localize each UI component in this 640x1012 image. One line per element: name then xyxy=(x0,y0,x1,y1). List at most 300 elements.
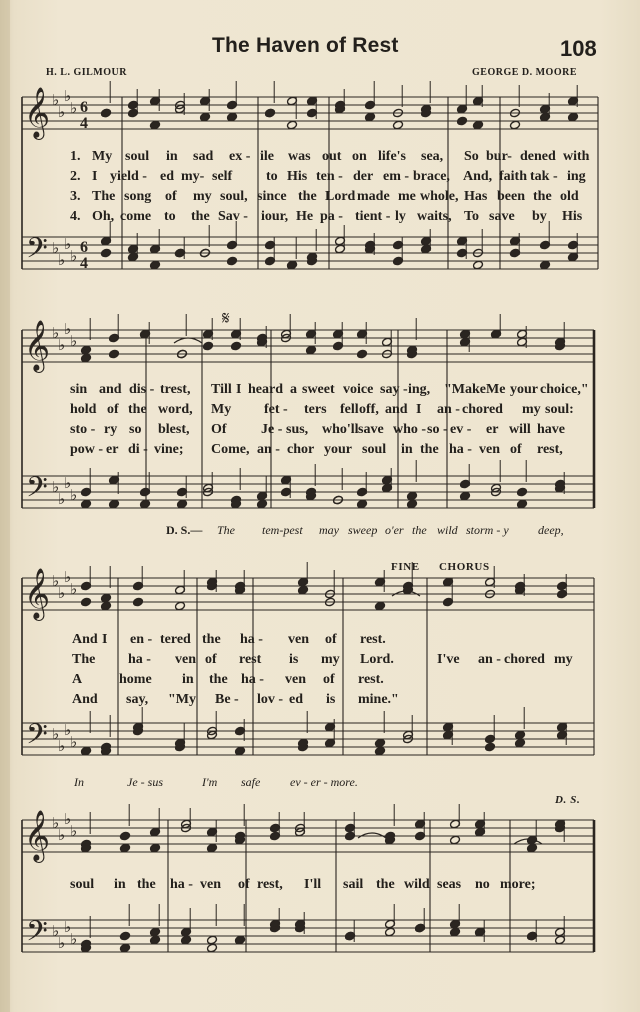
lyric-syllable: ly xyxy=(395,209,406,224)
ds-end-marker: D. S. xyxy=(555,794,581,806)
note-head xyxy=(150,935,161,945)
lyric-syllable: home xyxy=(119,672,152,687)
flat-sign: ♭ xyxy=(70,486,78,504)
ds-word: The xyxy=(217,523,235,537)
lyric-syllable: out xyxy=(322,149,342,164)
note-head xyxy=(227,256,238,266)
lyric-syllable: of xyxy=(205,652,217,667)
lyric-syllable: To xyxy=(464,209,480,224)
lyric-syllable: sail xyxy=(343,877,364,892)
note-head xyxy=(177,499,188,509)
ds-word: storm - y xyxy=(466,523,509,537)
lyric-syllable: Of xyxy=(211,422,227,437)
note-head xyxy=(485,742,496,752)
lyric-syllable: He xyxy=(296,209,314,224)
note-head xyxy=(517,499,528,509)
note-head xyxy=(150,927,161,937)
note-head xyxy=(460,491,471,501)
lyric-syllable: your xyxy=(324,442,352,457)
lyric-syllable: so - xyxy=(427,422,448,437)
lyric-syllable: since xyxy=(257,189,287,204)
lyric-syllable: der xyxy=(353,169,374,184)
note-head xyxy=(101,248,112,258)
lyric-syllable: sad xyxy=(193,149,214,164)
lyric-syllable: ters xyxy=(304,402,327,417)
note-head xyxy=(457,116,468,126)
flat-sign: ♭ xyxy=(64,721,72,739)
ds-word: o'er xyxy=(385,523,404,537)
lyric-syllable: your xyxy=(510,382,538,397)
lyric-syllable: sin xyxy=(70,382,88,397)
lyric-syllable: ha - xyxy=(128,652,151,667)
lyric-syllable: And xyxy=(72,632,98,647)
flat-sign: ♭ xyxy=(70,332,78,350)
flat-sign: ♭ xyxy=(52,324,60,342)
flat-sign: ♭ xyxy=(70,247,78,265)
lyric-syllable: Lord. xyxy=(360,652,394,667)
note-head xyxy=(235,935,246,945)
lyric-syllable: sea, xyxy=(421,149,444,164)
lyric-syllable: an - xyxy=(478,652,501,667)
treble-clef: 𝄞 xyxy=(24,810,51,861)
ds-word: tem-pest xyxy=(262,523,303,537)
lyric-syllable: Lord xyxy=(325,189,356,204)
note-head xyxy=(517,487,528,497)
lyric-syllable: I xyxy=(102,632,108,647)
flat-sign: ♭ xyxy=(52,478,60,496)
lyric-syllable: old xyxy=(560,189,579,204)
flat-sign: ♭ xyxy=(64,474,72,492)
lyric-syllable: soul xyxy=(70,877,95,892)
flat-sign: ♭ xyxy=(58,251,66,269)
lyric-syllable: with xyxy=(563,149,590,164)
note-head xyxy=(81,499,92,509)
lyric-syllable: "My xyxy=(168,692,196,707)
note-head xyxy=(207,943,218,953)
lyric-syllable: choice," xyxy=(540,382,589,397)
lyric-line-s1-v2 xyxy=(0,169,640,189)
lyric-syllable: ev - xyxy=(450,422,472,437)
lyric-syllable: the xyxy=(209,672,228,687)
lyric-syllable: was xyxy=(288,149,311,164)
lyric-syllable: 3. xyxy=(70,189,81,204)
note-head xyxy=(287,120,298,130)
lyric-line-s2-v1 xyxy=(0,382,640,402)
lyric-syllable: I xyxy=(236,382,242,397)
note-head xyxy=(298,585,309,595)
lyric-syllable: di - xyxy=(128,442,148,457)
lyric-syllable: of xyxy=(323,672,335,687)
lyric-syllable: save xyxy=(358,422,384,437)
composer-credit: GEORGE D. MOORE xyxy=(472,67,578,78)
lyric-syllable: yield - xyxy=(110,169,147,184)
lyric-syllable: word, xyxy=(158,402,193,417)
chorus-marker: CHORUS xyxy=(439,561,490,573)
flat-sign: ♭ xyxy=(64,235,72,253)
lyric-line-s1-v3 xyxy=(0,189,640,209)
lyric-syllable: of xyxy=(165,189,177,204)
lyric-syllable: an - xyxy=(257,442,280,457)
lyric-syllable: is xyxy=(289,652,299,667)
lyric-syllable: a xyxy=(290,382,297,397)
lyric-syllable: ha - xyxy=(240,632,263,647)
lyric-syllable: say - xyxy=(380,382,408,397)
note-head xyxy=(120,843,131,853)
note-head xyxy=(510,120,521,130)
ds-word: may xyxy=(319,523,339,537)
note-head xyxy=(407,491,418,501)
note-head xyxy=(120,831,131,841)
lyric-syllable: I've xyxy=(437,652,460,667)
flat-sign: ♭ xyxy=(52,814,60,832)
note-head xyxy=(120,943,131,953)
lyric-syllable: tient - xyxy=(355,209,391,224)
lyric-syllable: soul, xyxy=(220,189,248,204)
lyric-line-s2-v3 xyxy=(0,422,640,442)
lyricist-credit: H. L. GILMOUR xyxy=(46,67,127,78)
lyric-syllable: iour, xyxy=(261,209,289,224)
lyric-syllable: Come, xyxy=(211,442,250,457)
flat-sign: ♭ xyxy=(58,826,66,844)
note-head xyxy=(515,730,526,740)
lyric-syllable: in xyxy=(166,149,178,164)
note-head xyxy=(81,353,92,363)
note-head xyxy=(407,499,418,509)
lyric-syllable: ha - xyxy=(241,672,264,687)
note-head xyxy=(203,341,214,351)
bass-lyric: ev - er - more. xyxy=(290,775,358,789)
lyric-syllable: rest, xyxy=(537,442,563,457)
lyric-line-s3-v3 xyxy=(0,672,640,692)
lyric-syllable: in xyxy=(114,877,126,892)
lyric-syllable: the xyxy=(202,632,221,647)
lyric-syllable: bur- xyxy=(486,149,512,164)
note-head xyxy=(175,601,186,611)
lyric-syllable: ed xyxy=(289,692,303,707)
lyric-syllable: His xyxy=(287,169,308,184)
flat-sign: ♭ xyxy=(52,572,60,590)
note-head xyxy=(473,120,484,130)
bass-clef: 𝄢 xyxy=(26,232,48,272)
fine-marker: FINE xyxy=(391,561,420,573)
note-head xyxy=(101,601,112,611)
hymn-title: The Haven of Rest xyxy=(212,34,399,57)
lyric-syllable: self xyxy=(212,169,233,184)
lyric-syllable: ile xyxy=(260,149,274,164)
lyric-syllable: ex - xyxy=(229,149,251,164)
lyric-syllable: made xyxy=(357,189,390,204)
lyric-syllable: no xyxy=(475,877,490,892)
lyric-syllable: voice xyxy=(343,382,374,397)
lyric-syllable: The xyxy=(92,189,116,204)
lyric-syllable: rest, xyxy=(257,877,283,892)
bass-lyric: In xyxy=(74,775,84,789)
note-head xyxy=(375,601,386,611)
bass-clef: 𝄢 xyxy=(26,471,48,511)
lyric-line-s3-v4 xyxy=(0,692,640,712)
lyric-syllable: fet - xyxy=(264,402,288,417)
lyric-syllable: I xyxy=(92,169,98,184)
note-head xyxy=(150,120,161,130)
flat-sign: ♭ xyxy=(70,99,78,117)
note-head xyxy=(101,108,112,118)
lyric-syllable: dened xyxy=(520,149,556,164)
lyric-syllable: and xyxy=(385,402,408,417)
note-head xyxy=(375,746,386,756)
treble-clef: 𝄞 xyxy=(24,568,51,619)
lyric-syllable: trest, xyxy=(160,382,191,397)
note-head xyxy=(120,931,131,941)
lyric-syllable: Je - xyxy=(261,422,283,437)
lyric-syllable: faith xyxy=(499,169,527,184)
lyric-syllable: Oh, xyxy=(92,209,115,224)
note-head xyxy=(385,927,396,937)
lyric-syllable: save xyxy=(489,209,515,224)
lyric-syllable: em - xyxy=(383,169,410,184)
lyric-syllable: dis - xyxy=(129,382,155,397)
lyric-syllable: seas xyxy=(437,877,462,892)
lyric-syllable: an - xyxy=(437,402,460,417)
lyric-syllable: waits, xyxy=(417,209,452,224)
note-head xyxy=(265,108,276,118)
flat-sign: ♭ xyxy=(58,584,66,602)
note-head xyxy=(527,843,538,853)
lyric-syllable: lov - xyxy=(257,692,284,707)
bass-lyric: I'm xyxy=(202,775,218,789)
lyric-line-s1-v1 xyxy=(0,149,640,169)
lyric-syllable: to xyxy=(266,169,278,184)
lyric-syllable: will xyxy=(509,422,531,437)
lyric-syllable: I'll xyxy=(304,877,322,892)
lyric-syllable: my xyxy=(522,402,541,417)
lyric-syllable: and xyxy=(99,382,122,397)
lyric-line-s3-v2 xyxy=(0,652,640,672)
lyric-syllable: ven xyxy=(288,632,309,647)
lyric-syllable: ven xyxy=(200,877,221,892)
lyric-syllable: ha - xyxy=(449,442,472,457)
lyric-syllable: song xyxy=(124,189,152,204)
lyric-syllable: The xyxy=(72,652,96,667)
lyric-line-s3-v1 xyxy=(0,632,640,652)
note-head xyxy=(540,260,551,270)
lyric-syllable: to xyxy=(164,209,176,224)
tie-arc xyxy=(174,338,202,343)
lyric-syllable: soul xyxy=(362,442,387,457)
lyric-syllable: ed xyxy=(160,169,174,184)
lyric-syllable: Be - xyxy=(215,692,239,707)
lyric-line-s2-v2 xyxy=(0,402,640,422)
flat-sign: ♭ xyxy=(58,490,66,508)
note-head xyxy=(450,927,461,937)
note-head xyxy=(365,112,376,122)
lyric-syllable: His xyxy=(562,209,583,224)
flat-sign: ♭ xyxy=(70,580,78,598)
lyric-syllable: My xyxy=(211,402,232,417)
flat-sign: ♭ xyxy=(70,822,78,840)
lyric-syllable: 4. xyxy=(70,209,81,224)
time-signature: 6 xyxy=(80,99,88,116)
lyric-syllable: soul xyxy=(125,149,150,164)
lyric-syllable: 1. xyxy=(70,149,81,164)
flat-sign: ♭ xyxy=(58,737,66,755)
lyric-syllable: of xyxy=(510,442,522,457)
flat-sign: ♭ xyxy=(64,320,72,338)
bass-lyric: Je - sus xyxy=(127,775,163,789)
note-head xyxy=(81,345,92,355)
lyric-syllable: ry xyxy=(104,422,118,437)
flat-sign: ♭ xyxy=(58,103,66,121)
flat-sign: ♭ xyxy=(52,725,60,743)
lyric-syllable: the xyxy=(376,877,395,892)
lyric-syllable: ing, xyxy=(408,382,431,397)
lyric-syllable: my xyxy=(193,189,212,204)
lyric-syllable: my xyxy=(321,652,340,667)
lyric-syllable: of xyxy=(107,402,119,417)
lyric-syllable: ha - xyxy=(170,877,193,892)
lyric-syllable: rest xyxy=(239,652,262,667)
ds-word: the xyxy=(412,523,427,537)
lyric-syllable: And, xyxy=(463,169,493,184)
note-head xyxy=(101,593,112,603)
lyric-syllable: Till xyxy=(211,382,232,397)
flat-sign: ♭ xyxy=(64,810,72,828)
lyric-syllable: off, xyxy=(359,402,379,417)
lyric-syllable: more; xyxy=(500,877,536,892)
treble-clef: 𝄞 xyxy=(24,87,51,138)
time-signature: 4 xyxy=(80,115,88,132)
lyric-syllable: ten - xyxy=(316,169,343,184)
flat-sign: ♭ xyxy=(64,918,72,936)
lyric-syllable: Sav - xyxy=(218,209,248,224)
lyric-syllable: blest, xyxy=(158,422,190,437)
ds-word: deep, xyxy=(538,523,564,537)
lyric-syllable: my xyxy=(554,652,573,667)
lyric-syllable: of xyxy=(325,632,337,647)
flat-sign: ♭ xyxy=(70,733,78,751)
lyric-syllable: vine; xyxy=(154,442,184,457)
lyric-syllable: 2. xyxy=(70,169,81,184)
note-head xyxy=(357,499,368,509)
lyric-syllable: mine." xyxy=(358,692,399,707)
lyric-syllable: sto - xyxy=(70,422,96,437)
lyric-syllable: ing xyxy=(567,169,586,184)
lyric-syllable: of xyxy=(238,877,250,892)
lyric-syllable: been xyxy=(497,189,525,204)
ds-word: sweep xyxy=(348,523,378,537)
lyric-syllable: sus, xyxy=(286,422,309,437)
lyric-line-s4-v1 xyxy=(0,877,640,897)
lyric-syllable: en - xyxy=(130,632,153,647)
flat-sign: ♭ xyxy=(52,91,60,109)
lyric-syllable: on xyxy=(352,149,367,164)
lyric-syllable: wild xyxy=(404,877,430,892)
note-head xyxy=(515,738,526,748)
note-head xyxy=(257,499,268,509)
note-head xyxy=(306,345,317,355)
lyric-syllable: so xyxy=(129,422,142,437)
lyric-syllable: soul: xyxy=(545,402,574,417)
time-signature: 4 xyxy=(80,255,88,272)
note-head xyxy=(200,112,211,122)
lyric-syllable: I xyxy=(416,402,422,417)
lyric-syllable: rest. xyxy=(360,632,386,647)
lyric-syllable: whole, xyxy=(420,189,459,204)
note-head xyxy=(140,499,151,509)
note-head xyxy=(109,349,120,359)
segno-sign: 𝄋 xyxy=(222,308,230,329)
lyric-syllable: tered xyxy=(160,632,191,647)
note-head xyxy=(235,746,246,756)
lyric-syllable: the xyxy=(420,442,439,457)
bass-clef: 𝄢 xyxy=(26,915,48,955)
lyric-syllable: So xyxy=(464,149,479,164)
lyric-syllable: the xyxy=(298,189,317,204)
flat-sign: ♭ xyxy=(64,568,72,586)
hymn-number: 108 xyxy=(560,36,597,61)
lyric-syllable: ven xyxy=(175,652,196,667)
lyric-syllable: And xyxy=(72,692,98,707)
lyric-syllable: me xyxy=(398,189,416,204)
lyric-syllable: chored xyxy=(462,402,503,417)
ds-label: D. S.— xyxy=(166,523,203,537)
flat-sign: ♭ xyxy=(52,922,60,940)
lyric-line-s2-v4 xyxy=(0,442,640,462)
lyric-syllable: the xyxy=(128,402,147,417)
lyric-syllable: pa - xyxy=(320,209,343,224)
lyric-syllable: tak - xyxy=(530,169,558,184)
note-head xyxy=(133,597,144,607)
lyric-syllable: by xyxy=(532,209,547,224)
lyric-syllable: Me xyxy=(486,382,506,397)
lyric-syllable: My xyxy=(92,149,113,164)
lyric-syllable: ven xyxy=(285,672,306,687)
lyric-syllable: hold xyxy=(70,402,97,417)
lyric-syllable: in xyxy=(182,672,194,687)
lyric-syllable: pow - xyxy=(70,442,104,457)
bass-clef: 𝄢 xyxy=(26,718,48,758)
lyric-syllable: life's xyxy=(378,149,406,164)
lyric-syllable: sweet xyxy=(302,382,335,397)
note-head xyxy=(150,260,161,270)
lyric-syllable: have xyxy=(537,422,565,437)
lyric-syllable: my- xyxy=(181,169,205,184)
note-head xyxy=(81,746,92,756)
lyric-syllable: chored xyxy=(504,652,545,667)
flat-sign: ♭ xyxy=(58,336,66,354)
lyric-syllable: A xyxy=(72,672,83,687)
lyric-syllable: who'll xyxy=(322,422,359,437)
lyric-syllable: the xyxy=(533,189,552,204)
lyric-syllable: brace, xyxy=(413,169,450,184)
flat-sign: ♭ xyxy=(64,87,72,105)
note-head xyxy=(375,738,386,748)
lyric-line-s1-v4 xyxy=(0,209,640,229)
lyric-syllable: is xyxy=(326,692,336,707)
note-head xyxy=(207,935,218,945)
treble-clef: 𝄞 xyxy=(24,320,51,371)
lyric-syllable: heard xyxy=(248,382,283,397)
note-head xyxy=(81,597,92,607)
note-head xyxy=(393,120,404,130)
note-head xyxy=(207,843,218,853)
lyric-syllable: in xyxy=(401,442,413,457)
bass-lyric: safe xyxy=(241,775,261,789)
lyric-syllable: fell xyxy=(340,402,359,417)
lyric-syllable: ven xyxy=(479,442,500,457)
ds-word: wild xyxy=(437,523,458,537)
lyric-syllable: say, xyxy=(126,692,149,707)
lyric-syllable: er xyxy=(106,442,119,457)
